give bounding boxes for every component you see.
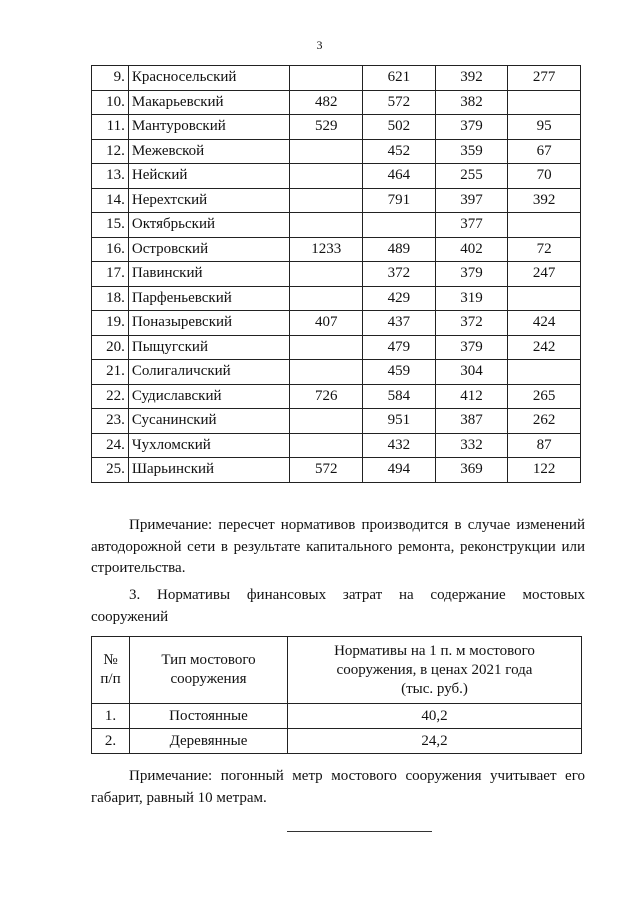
value-col-4 <box>508 360 581 385</box>
value-col-2: 791 <box>363 188 436 213</box>
value-col-2: 502 <box>363 115 436 140</box>
header-norm <box>288 637 582 704</box>
district-name: Мантуровский <box>128 115 290 140</box>
section-3-heading <box>91 585 585 628</box>
value-col-4: 122 <box>508 458 581 483</box>
value-col-3: 359 <box>435 139 508 164</box>
page-number: 3 <box>316 38 323 52</box>
row-number: 17. <box>92 262 129 287</box>
value-col-2: 437 <box>363 311 436 336</box>
row-number: 16. <box>92 237 129 262</box>
bridge-row-value: 24,2 <box>288 729 582 754</box>
row-number: 22. <box>92 384 129 409</box>
table-row <box>92 704 582 729</box>
value-col-1: 1233 <box>290 237 363 262</box>
value-col-2: 494 <box>363 458 436 483</box>
value-col-2: 951 <box>363 409 436 434</box>
value-col-1 <box>290 66 363 91</box>
row-number: 23. <box>92 409 129 434</box>
district-name: Чухломский <box>128 433 290 458</box>
table-row <box>92 139 581 164</box>
table-row <box>92 262 581 287</box>
row-number: 12. <box>92 139 129 164</box>
value-col-4: 392 <box>508 188 581 213</box>
row-number: 24. <box>92 433 129 458</box>
district-name: Нейский <box>128 164 290 189</box>
district-norms-table <box>91 65 581 483</box>
value-col-4: 277 <box>508 66 581 91</box>
table-row <box>92 90 581 115</box>
district-name: Сусанинский <box>128 409 290 434</box>
value-col-4: 265 <box>508 384 581 409</box>
row-number: 18. <box>92 286 129 311</box>
table-row <box>92 729 582 754</box>
table-row <box>92 384 581 409</box>
district-name: Красносельский <box>128 66 290 91</box>
value-col-4: 247 <box>508 262 581 287</box>
value-col-4: 67 <box>508 139 581 164</box>
value-col-3: 319 <box>435 286 508 311</box>
row-number: 9. <box>92 66 129 91</box>
district-name: Поназыревский <box>128 311 290 336</box>
row-number: 20. <box>92 335 129 360</box>
value-col-3: 402 <box>435 237 508 262</box>
value-col-3: 379 <box>435 335 508 360</box>
value-col-1 <box>290 213 363 238</box>
value-col-3: 304 <box>435 360 508 385</box>
value-col-2: 479 <box>363 335 436 360</box>
value-col-3: 379 <box>435 115 508 140</box>
value-col-4 <box>508 286 581 311</box>
bridge-row-type: Постоянные <box>130 704 288 729</box>
bridge-row-value: 40,2 <box>288 704 582 729</box>
table-row <box>92 286 581 311</box>
row-number: 15. <box>92 213 129 238</box>
table-row <box>92 433 581 458</box>
value-col-4: 262 <box>508 409 581 434</box>
bridge-norms-table <box>91 636 582 754</box>
value-col-2: 572 <box>363 90 436 115</box>
value-col-1 <box>290 409 363 434</box>
header-type-text: Тип мостового сооружения <box>161 652 256 687</box>
table-row <box>92 213 581 238</box>
value-col-1: 482 <box>290 90 363 115</box>
value-col-1 <box>290 164 363 189</box>
value-col-4: 87 <box>508 433 581 458</box>
district-name: Октябрьский <box>128 213 290 238</box>
header-norm-text: Нормативы на 1 п. м мостового сооружения, в ценах 2021 года (тыс. руб.) <box>334 642 535 697</box>
value-col-3: 332 <box>435 433 508 458</box>
value-col-1: 572 <box>290 458 363 483</box>
value-col-2 <box>363 213 436 238</box>
note-recalculation-text: Примечание: пересчет нормативов производится в случае изменений автодорожной сети в результате капитального ремонта, реконструкции или строительства. <box>91 517 585 576</box>
value-col-3: 412 <box>435 384 508 409</box>
value-col-1 <box>290 262 363 287</box>
row-number: 19. <box>92 311 129 336</box>
table-row <box>92 115 581 140</box>
table-row <box>92 311 581 336</box>
value-col-1 <box>290 286 363 311</box>
header-num <box>92 637 130 704</box>
value-col-4: 70 <box>508 164 581 189</box>
district-name: Парфеньевский <box>128 286 290 311</box>
note-linear-meter-text: Примечание: погонный метр мостового сооружения учитывает его габарит, равный 10 метрам. <box>91 768 585 806</box>
value-col-2: 372 <box>363 262 436 287</box>
value-col-3: 377 <box>435 213 508 238</box>
value-col-4 <box>508 90 581 115</box>
district-name: Межевской <box>128 139 290 164</box>
note-recalculation <box>91 515 585 580</box>
value-col-1: 407 <box>290 311 363 336</box>
table-row <box>92 458 581 483</box>
district-name: Шарьинский <box>128 458 290 483</box>
value-col-3: 392 <box>435 66 508 91</box>
bridge-row-type: Деревянные <box>130 729 288 754</box>
bridge-table-header-row <box>92 637 582 704</box>
value-col-1 <box>290 360 363 385</box>
value-col-3: 397 <box>435 188 508 213</box>
table-row <box>92 335 581 360</box>
value-col-2: 584 <box>363 384 436 409</box>
bridge-row-num: 2. <box>92 729 130 754</box>
value-col-3: 369 <box>435 458 508 483</box>
table-row <box>92 237 581 262</box>
district-name: Макарьевский <box>128 90 290 115</box>
value-col-4: 72 <box>508 237 581 262</box>
row-number: 21. <box>92 360 129 385</box>
value-col-4: 242 <box>508 335 581 360</box>
value-col-1 <box>290 188 363 213</box>
table-row <box>92 360 581 385</box>
value-col-1 <box>290 433 363 458</box>
district-name: Солигаличский <box>128 360 290 385</box>
value-col-4 <box>508 213 581 238</box>
value-col-3: 255 <box>435 164 508 189</box>
district-name: Павинский <box>128 262 290 287</box>
table-row <box>92 409 581 434</box>
value-col-3: 382 <box>435 90 508 115</box>
row-number: 13. <box>92 164 129 189</box>
value-col-4: 95 <box>508 115 581 140</box>
district-name: Судиславский <box>128 384 290 409</box>
district-name: Островский <box>128 237 290 262</box>
value-col-1: 726 <box>290 384 363 409</box>
value-col-2: 621 <box>363 66 436 91</box>
district-name: Нерехтский <box>128 188 290 213</box>
value-col-3: 387 <box>435 409 508 434</box>
value-col-2: 464 <box>363 164 436 189</box>
district-name: Пыщугский <box>128 335 290 360</box>
table-row <box>92 164 581 189</box>
header-num-text: № п/п <box>100 652 121 687</box>
district-table-body <box>92 66 581 483</box>
value-col-2: 452 <box>363 139 436 164</box>
value-col-2: 429 <box>363 286 436 311</box>
table-row <box>92 188 581 213</box>
closing-divider <box>287 831 432 832</box>
value-col-2: 489 <box>363 237 436 262</box>
row-number: 10. <box>92 90 129 115</box>
value-col-2: 432 <box>363 433 436 458</box>
value-col-3: 379 <box>435 262 508 287</box>
value-col-1: 529 <box>290 115 363 140</box>
row-number: 25. <box>92 458 129 483</box>
row-number: 14. <box>92 188 129 213</box>
table-row <box>92 66 581 91</box>
value-col-2: 459 <box>363 360 436 385</box>
note-linear-meter <box>91 766 585 809</box>
header-type <box>130 637 288 704</box>
value-col-1 <box>290 335 363 360</box>
section-3-heading-text: 3. Нормативы финансовых затрат на содержание мостовых сооружений <box>91 587 585 625</box>
row-number: 11. <box>92 115 129 140</box>
value-col-3: 372 <box>435 311 508 336</box>
bridge-row-num: 1. <box>92 704 130 729</box>
value-col-1 <box>290 139 363 164</box>
value-col-4: 424 <box>508 311 581 336</box>
